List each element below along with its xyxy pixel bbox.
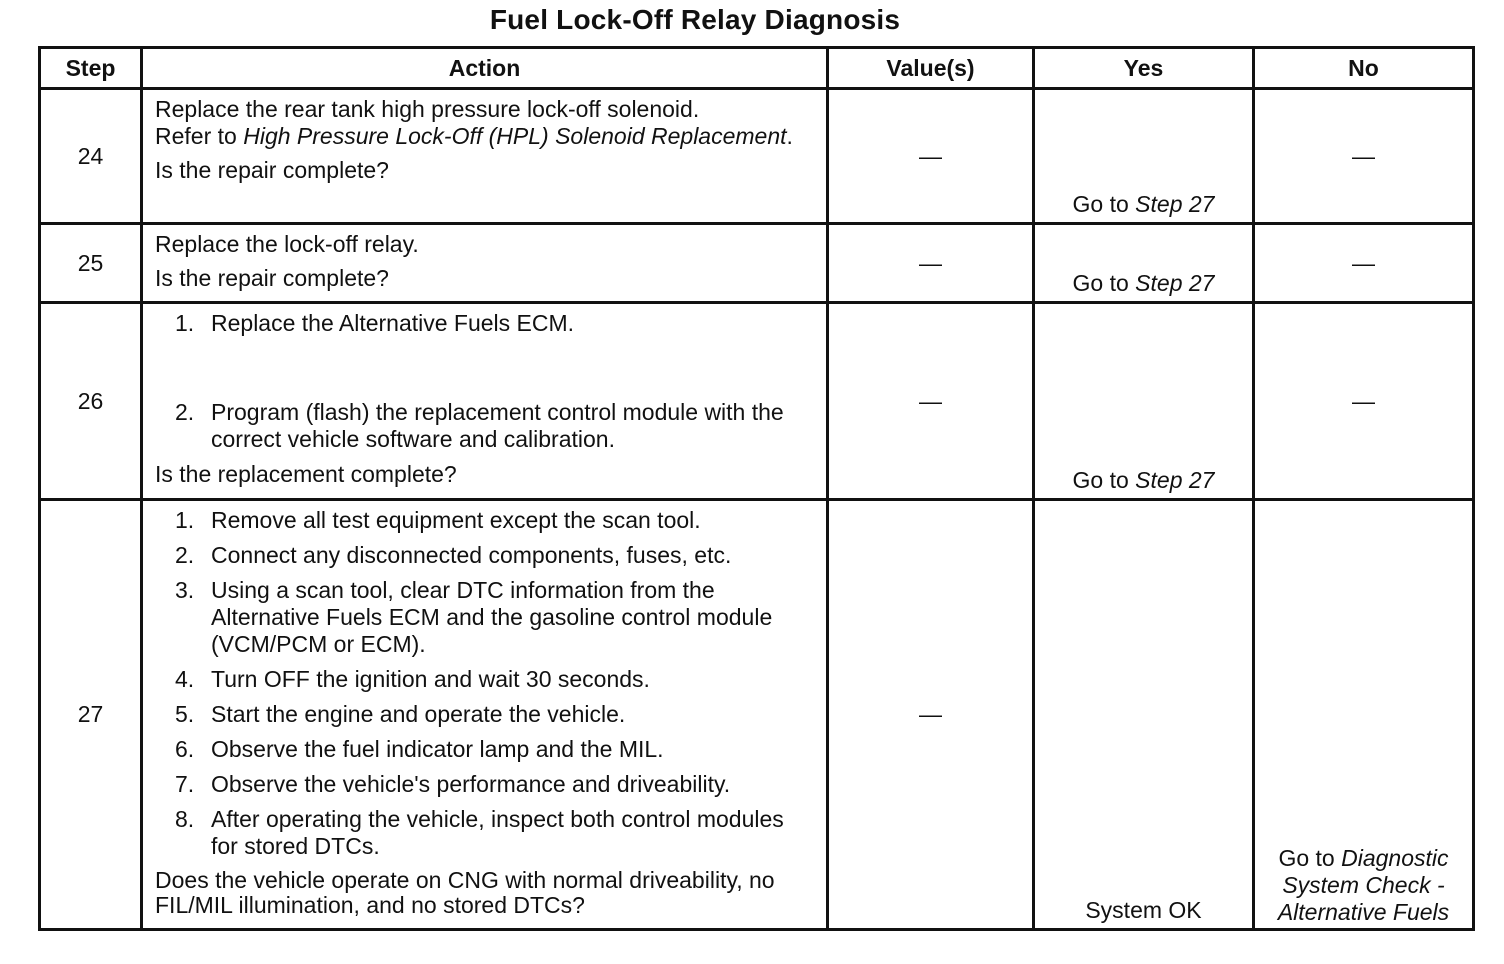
- value-cell: —: [828, 224, 1034, 303]
- header-row: [40, 48, 1474, 89]
- yes-cell: Go to Step 27: [1034, 303, 1254, 500]
- list-item: 8. After operating the vehicle, inspect both control modules for stored DTCs.: [175, 806, 784, 859]
- action-question: Is the repair complete?: [155, 157, 389, 183]
- yes-cell: Go to Step 27: [1034, 224, 1254, 303]
- yes-link[interactable]: Step 27: [1135, 191, 1215, 217]
- diagnosis-table: [38, 46, 1475, 931]
- action-question: Does the vehicle operate on CNG with normal driveability, no FIL/MIL illumination, and no stored DTCs?: [155, 867, 775, 918]
- table-row: [40, 89, 1474, 224]
- header-yes: Yes: [1034, 48, 1254, 89]
- list-item: 5. Start the engine and operate the vehicle.: [175, 701, 626, 727]
- value-cell: —: [828, 303, 1034, 500]
- header-action: Action: [142, 48, 828, 89]
- yes-link[interactable]: Step 27: [1135, 270, 1215, 296]
- step-number: 26: [40, 303, 142, 500]
- list-item: 2. Program (flash) the replacement control module with the correct vehicle software and calibration.: [175, 399, 784, 452]
- action-reference: Refer to High Pressure Lock-Off (HPL) Solenoid Replacement.: [155, 123, 793, 149]
- action-cell: [142, 303, 828, 500]
- reference-link[interactable]: High Pressure Lock-Off (HPL) Solenoid Replacement: [243, 123, 787, 149]
- action-cell: [142, 224, 828, 303]
- list-item: 4. Turn OFF the ignition and wait 30 seconds.: [175, 666, 650, 692]
- action-cell: [142, 89, 828, 224]
- list-item: 1. Remove all test equipment except the scan tool.: [175, 507, 701, 533]
- header-step: Step: [40, 48, 142, 89]
- action-question: Is the repair complete?: [155, 265, 389, 291]
- list-item: 1. Replace the Alternative Fuels ECM.: [175, 310, 575, 336]
- no-cell: —: [1254, 89, 1474, 224]
- no-cell: —: [1254, 303, 1474, 500]
- action-question: Is the replacement complete?: [155, 461, 457, 487]
- yes-cell: Go to Step 27: [1034, 89, 1254, 224]
- list-item: 3. Using a scan tool, clear DTC information from the Alternative Fuels ECM and the gasoline control module (VCM/PCM or ECM).: [175, 577, 773, 657]
- yes-link[interactable]: Step 27: [1135, 467, 1215, 493]
- header-values: Value(s): [828, 48, 1034, 89]
- procedure-list: [155, 507, 816, 860]
- action-cell: [142, 500, 828, 930]
- yes-cell: System OK: [1034, 500, 1254, 930]
- header-no: No: [1254, 48, 1474, 89]
- no-link[interactable]: Diagnostic System Check - Alternative Fuels: [1277, 845, 1450, 925]
- table-row: [40, 303, 1474, 500]
- table-row: [40, 224, 1474, 303]
- step-number: 25: [40, 224, 142, 303]
- action-text: Replace the rear tank high pressure lock-off solenoid.: [155, 96, 700, 122]
- action-text: Replace the lock-off relay.: [155, 231, 419, 257]
- list-item: 7. Observe the vehicle's performance and driveability.: [175, 771, 731, 797]
- table-row: [40, 500, 1474, 930]
- value-cell: —: [828, 500, 1034, 930]
- no-cell: Go to Diagnostic System Check - Alternative Fuels: [1254, 500, 1474, 930]
- value-cell: —: [828, 89, 1034, 224]
- no-cell: —: [1254, 224, 1474, 303]
- procedure-list: [155, 310, 816, 453]
- list-item: 2. Connect any disconnected components, fuses, etc.: [175, 542, 732, 568]
- step-number: 27: [40, 500, 142, 930]
- page-title: Fuel Lock-Off Relay Diagnosis: [489, 4, 901, 35]
- step-number: 24: [40, 89, 142, 224]
- list-item: 6. Observe the fuel indicator lamp and the MIL.: [175, 736, 664, 762]
